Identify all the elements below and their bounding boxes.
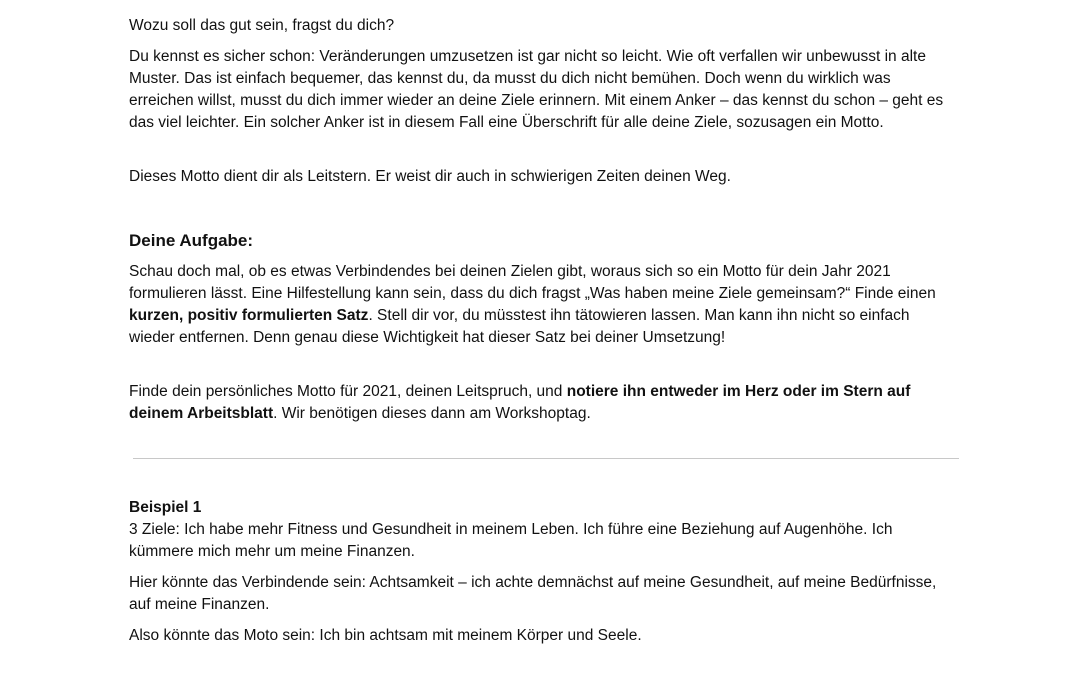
example-motto: Also könnte das Moto sein: Ich bin achtsam mit meinem Körper und Seele. [129, 627, 642, 644]
example-goals: 3 Ziele: Ich habe mehr Fitness und Gesundheit in meinem Leben. Ich führe eine Beziehung auf Augenhöhe. Ich kümmere mich mehr um meine Finanzen. [129, 521, 893, 560]
section-divider [133, 458, 959, 459]
task-text-bold: kurzen, positiv formulierten Satz [129, 307, 369, 324]
example-connecting-element: Hier könnte das Verbindende sein: Achtsamkeit – ich achte demnächst auf meine Gesundheit, auf meine Bedürfnisse, auf meine Finanzen. [129, 574, 937, 613]
task-text-2: . Stell dir vor, du müsstest ihn tätowieren lassen. Man kann ihn nicht so einfach wieder entfernen. Denn genau diese Wichtigkeit hat dieser Satz bei deiner Umsetzung! [129, 307, 910, 346]
task-paragraph [129, 261, 959, 349]
intro-question: Wozu soll das gut sein, fragst du dich? [129, 17, 395, 34]
intro-paragraph: Du kennst es sicher schon: Veränderungen umzusetzen ist gar nicht so leicht. Wie oft verfallen wir unbewusst in alte Muster. Das ist einfach bequemer, das kennst du, da musst du dich nicht bemühen. Doch wenn du wirklich was erreichen willst, musst du dich immer wieder an deine Ziele erinnern. Mit einem Anker – das kennst du schon – geht es das viel leichter. Ein solcher Anker ist in diesem Fall eine Überschrift für alle deine Ziele, sozusagen ein Motto. [129, 48, 944, 131]
example-title: Beispiel 1 [129, 499, 202, 516]
motto-text-2: . Wir benötigen dieses dann am Workshoptag. [273, 405, 591, 422]
motto-text-bold: notiere ihn entweder im Herz oder im Stern auf deinem Arbeitsblatt [129, 383, 911, 422]
leitstern-paragraph: Dieses Motto dient dir als Leitstern. Er weist dir auch in schwierigen Zeiten deinen Weg. [129, 168, 731, 185]
motto-instruction-paragraph [129, 381, 959, 425]
task-text-1: Schau doch mal, ob es etwas Verbindendes bei deinen Zielen gibt, woraus sich so ein Motto für dein Jahr 2021 formulieren lässt. Eine Hilfestellung kann sein, dass du dich fragst „Was haben meine Ziele gemeinsam?“ Finde einen [129, 263, 936, 302]
task-heading: Deine Aufgabe: [129, 231, 254, 250]
motto-text-1: Finde dein persönliches Motto für 2021, deinen Leitspruch, und [129, 383, 567, 400]
